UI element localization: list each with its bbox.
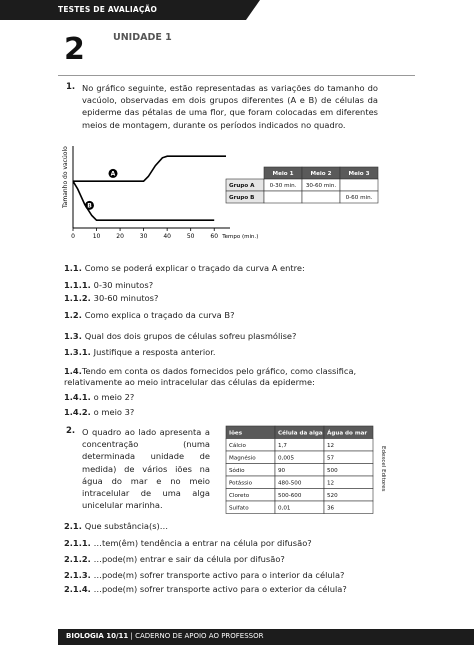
header-text: Água do mar [327, 430, 368, 437]
x-tick-label-10: 10 [92, 233, 101, 240]
cell-text: Sódio [229, 467, 245, 474]
question-number: 1.1.1. [64, 280, 94, 290]
question-number: 2.1.3. [64, 570, 94, 580]
footer-separator: | [128, 632, 136, 640]
x-tick-label-0: 0 [71, 233, 75, 240]
question-2-1-4 [64, 584, 347, 595]
header-text: Iões [229, 430, 243, 437]
question-text: Qual dos dois grupos de células sofreu plasmólise? [84, 331, 297, 341]
cell-text: 0,005 [278, 455, 295, 462]
footer-subject: BIOLOGIA 10/11 [66, 632, 129, 640]
question-text: …pode(m) sofrer transporte activo para o exterior da célula? [93, 584, 347, 594]
question-number: 1.4.1. [64, 392, 94, 402]
question-text: o meio 2? [93, 392, 135, 402]
x-tick-label-50: 50 [186, 233, 195, 240]
x-axis-label: Tempo (min.) [222, 234, 259, 240]
cell-text: 520 [327, 492, 338, 499]
unit-number: 2 [64, 32, 85, 67]
unit-label: UNIDADE 1 [113, 32, 172, 43]
cell-text: Sulfato [229, 505, 249, 512]
question-1-number: 1. [66, 82, 76, 92]
y-axis-label: Tamanho do vacúolo [62, 146, 69, 208]
question-text: …pode(m) entrar e sair da célula por difusão? [93, 554, 285, 564]
cell-text: 12 [327, 480, 335, 487]
cell-text: Grupo B [229, 195, 255, 202]
question-text: 30-60 minutos? [93, 293, 159, 303]
question-number: 2.1. [64, 521, 85, 531]
cell-text: Cloreto [229, 492, 250, 499]
cell-text: 500 [327, 467, 338, 474]
cell-text: 500-600 [278, 492, 302, 499]
question-number: 2.1.2. [64, 554, 94, 564]
question-2-text: O quadro ao lado apresenta a concentração (numa determinada unidade de medida) de vários iões na água do mar e no meio intracelular de uma alga unicelular marinha. [82, 427, 210, 511]
cell-text: 36 [327, 505, 335, 512]
question-number: 1.1. [64, 263, 85, 273]
x-tick-label-30: 30 [139, 233, 148, 240]
header-text: Meio 1 [272, 171, 294, 178]
series-label-b: B [87, 202, 92, 210]
question-text: Tendo em conta os dados fornecidos pelo gráfico, como classifica, relativamente ao meio intracelular das células da epiderme: [64, 366, 357, 387]
question-number: 1.3.1. [64, 347, 94, 357]
footer-text [66, 632, 264, 640]
publisher-credit: Edexcel Editores [380, 446, 386, 492]
cell-text: 57 [327, 455, 335, 462]
question-text: Que substância(s)… [84, 521, 169, 531]
question-2-1-1 [64, 538, 312, 549]
cell-text: Magnésio [229, 455, 256, 462]
question-number: 1.2. [64, 310, 85, 320]
question-number: 1.4. [64, 366, 82, 376]
question-text: Como explica o traçado da curva B? [84, 310, 235, 320]
cell-text: Grupo A [229, 183, 255, 190]
question-2-1-2 [64, 554, 285, 565]
x-tick-label-20: 20 [116, 233, 124, 240]
question-1-text: No gráfico seguinte, estão representadas as variações do tamanho do vacúolo, observadas em dois grupos diferentes (A e B) de células da epiderme das pétalas de uma flor, que foram colocadas em diferentes meios de montagem, durante os períodos indicados no quadro. [82, 83, 378, 130]
cell-text: 30-60 min. [305, 183, 337, 190]
cell-text: 90 [278, 467, 286, 474]
header-text: Célula da alga [278, 430, 323, 437]
question-number: 2.1.4. [64, 584, 94, 594]
x-tick-label-60: 60 [210, 233, 219, 240]
question-number: 1.4.2. [64, 407, 94, 417]
cell-text: 0,01 [278, 505, 291, 512]
header-text: Meio 2 [310, 171, 332, 178]
cell-text: 0-60 min. [345, 195, 373, 202]
x-tick-label-40: 40 [163, 233, 171, 240]
question-text: …tem(êm) tendência a entrar na célula por difusão? [93, 538, 312, 548]
question-number: 2.1.1. [64, 538, 94, 548]
question-2-1-3 [64, 570, 344, 581]
question-text: …pode(m) sofrer transporte activo para o interior da célula? [93, 570, 345, 580]
question-2-number: 2. [66, 426, 76, 436]
cell-text: Potássio [229, 480, 253, 487]
header-text: Meio 3 [348, 171, 370, 178]
cell-text: 0-30 min. [269, 183, 297, 190]
question-number: 1.3. [64, 331, 85, 341]
footer-caption: CADERNO DE APOIO AO PROFESSOR [135, 632, 264, 640]
question-text: o meio 3? [93, 407, 135, 417]
question-text: 0-30 minutos? [93, 280, 154, 290]
cell-text: 12 [327, 442, 335, 449]
cell-text: 480-500 [278, 480, 302, 487]
question-text: Justifique a resposta anterior. [93, 347, 216, 357]
section-title: TESTES DE AVALIAÇÃO [58, 5, 158, 14]
cell-text: 1,7 [278, 442, 287, 449]
cell-text: Cálcio [229, 442, 246, 449]
question-number: 1.1.2. [64, 293, 94, 303]
question-text: Como se poderá explicar o traçado da curva A entre: [84, 263, 305, 273]
question-2-1 [64, 521, 168, 532]
series-label-a: A [110, 170, 116, 178]
